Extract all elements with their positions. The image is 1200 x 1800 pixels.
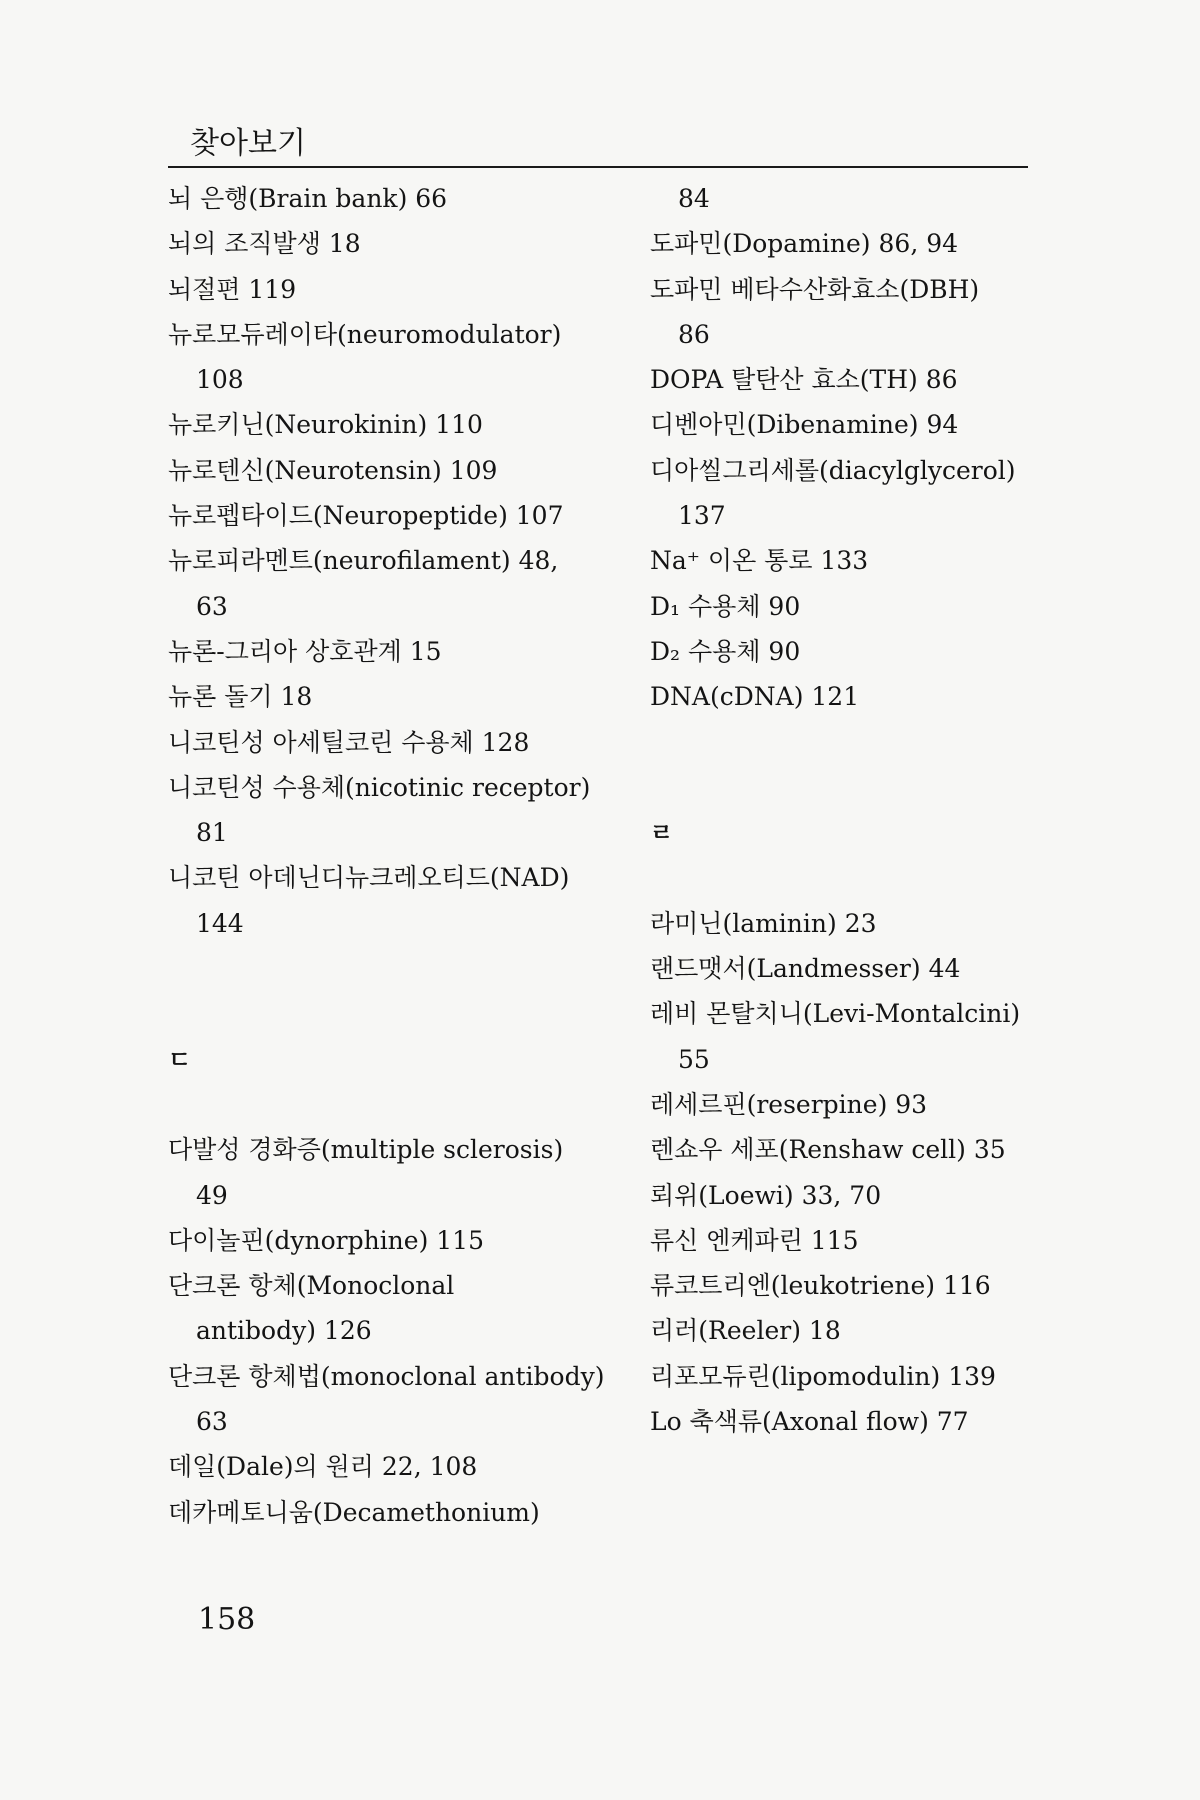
index-entry: DNA(cDNA) 121: [650, 682, 860, 712]
index-column-right: [650, 176, 1050, 1444]
blank-line: [650, 855, 1050, 900]
index-entry: 류신 엔케파린 115: [650, 1225, 859, 1255]
index-entry-continuation: 86: [678, 319, 710, 349]
index-entry-continuation: antibody) 126: [196, 1316, 372, 1346]
index-entry-continuation: 84: [678, 184, 710, 213]
page-number: 158: [198, 1602, 256, 1637]
index-entry: 뇌 은행(Brain bank) 66: [168, 184, 448, 213]
index-entry: 단크론 항체법(monoclonal antibody): [168, 1361, 605, 1391]
index-entry: 도파민(Dopamine) 86, 94: [650, 229, 959, 259]
index-entry: Lo 축색류(Axonal flow) 77: [650, 1407, 969, 1437]
section-heading: [168, 1037, 608, 1082]
index-entry: 니코틴 아데닌디뉴크레오티드(NAD): [168, 863, 570, 893]
index-entry: 뉴로텐신(Neurotensin) 109: [168, 455, 498, 485]
index-entry: 뉴로펩타이드(Neuropeptide) 107: [168, 501, 564, 531]
index-entry: 데일(Dale)의 원리 22, 108: [168, 1452, 478, 1482]
index-entry: 뇌절편 119: [168, 274, 297, 304]
index-entry: 다발성 경화증(multiple sclerosis): [168, 1135, 564, 1165]
index-entry-continuation: 49: [196, 1180, 228, 1210]
index-entry: 디아씰그리세롤(diacylglycerol): [650, 455, 1016, 485]
index-entry: 니코틴성 수용체(nicotinic receptor): [168, 772, 591, 802]
index-entry: Na⁺ 이온 통로 133: [650, 546, 869, 576]
index-entry: 단크론 항체(Monoclonal: [168, 1271, 455, 1301]
index-column-left: [168, 176, 608, 1535]
index-entry: 레비 몬탈치니(Levi-Montalcini): [650, 999, 1021, 1029]
index-entry: 류코트리엔(leukotriene) 116: [650, 1271, 991, 1301]
index-entry: 라미닌(laminin) 23: [650, 908, 877, 938]
section-heading: [650, 810, 1050, 855]
section-letter: ㄷ: [168, 1045, 192, 1074]
section-letter: ㄹ: [650, 819, 674, 848]
blank-line: [168, 946, 608, 991]
blank-line: [168, 1082, 608, 1127]
index-entry: 렌쇼우 세포(Renshaw cell) 35: [650, 1135, 1006, 1165]
index-entry: 뢰위(Loewi) 33, 70: [650, 1180, 882, 1210]
index-entry: 리포모듀린(lipomodulin) 139: [650, 1361, 996, 1391]
index-entry: 뉴로모듀레이타(neuromodulator): [168, 319, 562, 349]
index-entry: 뉴로피라멘트(neurofilament) 48,: [168, 546, 559, 576]
index-entry: D₁ 수용체 90: [650, 591, 801, 621]
page-header-title: 찾아보기: [190, 126, 306, 161]
index-entry: DOPA 탈탄산 효소(TH) 86: [650, 365, 958, 395]
index-entry: 다이놀핀(dynorphine) 115: [168, 1225, 484, 1255]
blank-line: [168, 991, 608, 1036]
index-entry-continuation: 144: [196, 908, 244, 938]
index-entry: 도파민 베타수산화효소(DBH): [650, 274, 980, 304]
header-rule: [168, 166, 1028, 168]
index-entry: 뇌의 조직발생 18: [168, 229, 361, 259]
blank-line: [650, 720, 1050, 765]
index-entry: 리러(Reeler) 18: [650, 1316, 841, 1346]
index-entry-continuation: 63: [196, 591, 228, 621]
index-entry: 뉴론 돌기 18: [168, 682, 313, 712]
blank-line: [650, 765, 1050, 810]
index-entry: D₂ 수용체 90: [650, 636, 801, 666]
index-entry: 랜드맷서(Landmesser) 44: [650, 954, 961, 984]
index-entry: 니코틴성 아세틸코린 수용체 128: [168, 727, 530, 757]
index-entry-continuation: 108: [196, 365, 244, 395]
index-entry: 디벤아민(Dibenamine) 94: [650, 410, 959, 440]
index-entry: 뉴론-그리아 상호관계 15: [168, 636, 442, 666]
index-entry-continuation: 137: [678, 501, 726, 531]
index-entry: 뉴로키닌(Neurokinin) 110: [168, 410, 483, 440]
index-entry-continuation: 55: [678, 1044, 710, 1074]
index-entry-continuation: 63: [196, 1407, 228, 1437]
index-entry: 레세르핀(reserpine) 93: [650, 1089, 928, 1119]
index-entry-continuation: 81: [196, 818, 228, 848]
index-entry: 데카메토니움(Decamethonium): [168, 1497, 540, 1527]
